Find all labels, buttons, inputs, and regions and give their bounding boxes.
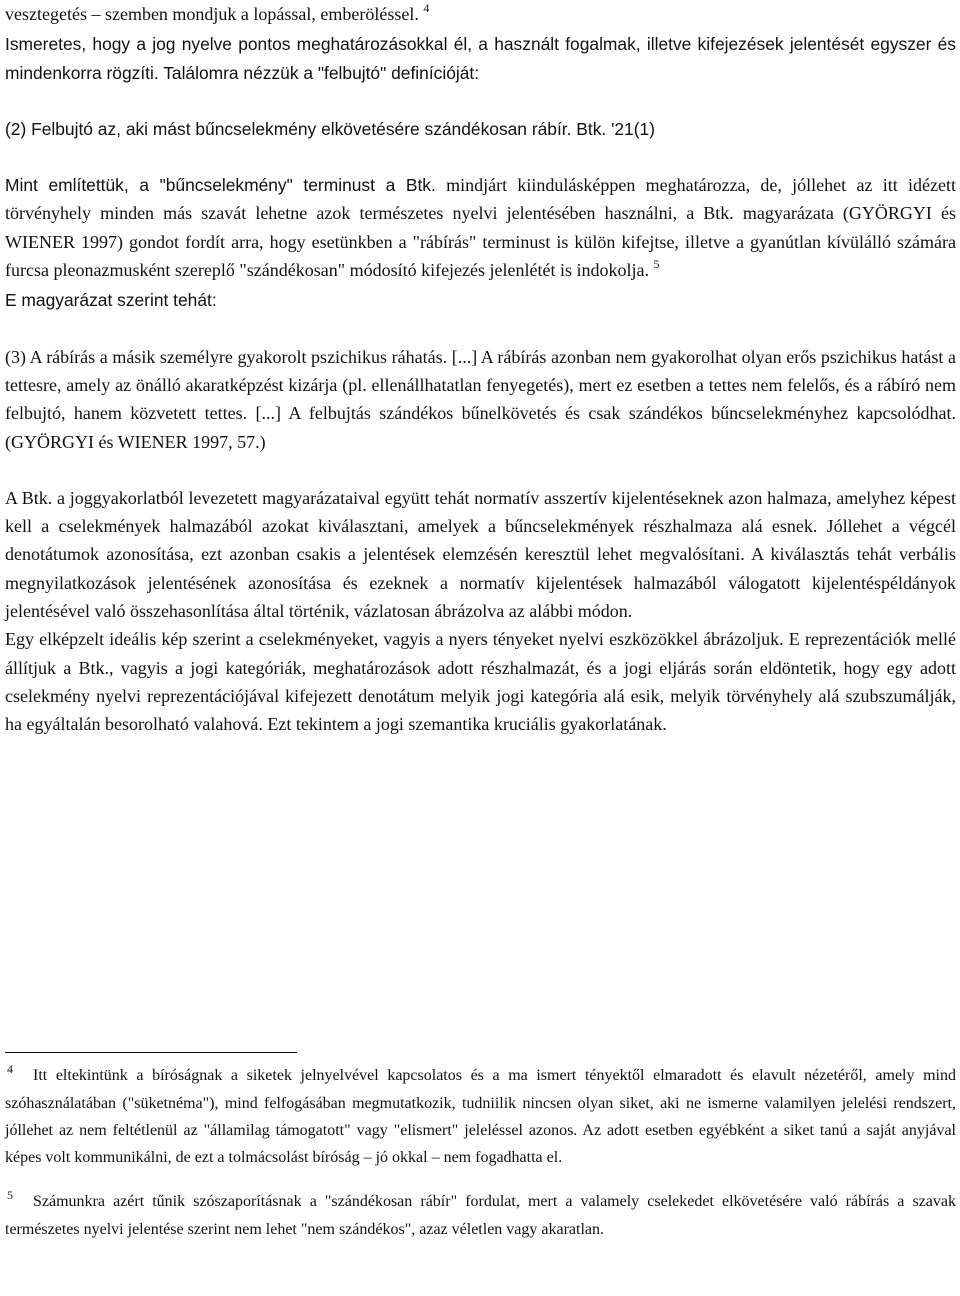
footnote-5-mark: 5 — [7, 1188, 13, 1202]
paragraph-4 — [5, 171, 956, 286]
paragraph-1-text: vesztegetés – szemben mondjuk a lopással, emberöléssel. — [5, 4, 419, 24]
paragraph-8: Egy elképzelt ideális kép szerint a cselekményeket, vagyis a nyers tényeket nyelvi eszközökkel ábrázoljuk. E reprezentációk mellé állítjuk a Btk., vagyis a jogi kategóriák, meghatározások adott részhalmazát, és a jogi eljárás során eldöntetik, hogy egy adott cselekmény nyelvi reprezentációjával kifejezett denotátum melyik jogi kategória alá esik, melyik törvényhely alá szubszumálják, ha egyáltalán besorolható valahová. Ezt tekintem a jogi szemantika kruciális gyakorlatának. — [5, 629, 956, 735]
paragraph-1 — [5, 0, 956, 30]
footnote-5-text: Számunkra azért tűnik szószaporításnak a "szándékosan rábír" fordulat, mert a valamely cselekedet elkövetésére való rábírás a szavak természetes nyelvi jelentése szerint nem lehet "nem szándékos", azaz véletlen vagy akaratlan. — [5, 1193, 956, 1238]
paragraph-2: Ismeretes, hogy a jog nyelve pontos meghatározásokkal él, a használt fogalmak, illetve kifejezések jelentését egyszer és mindenkorra rögzíti. Találomra nézzük a "felbujtó" definícióját: — [5, 34, 956, 83]
footnote-5 — [5, 1188, 956, 1243]
commentary-quote: (3) A rábírás a másik személyre gyakorolt pszichikus ráhatás. [...] A rábírás azonban nem gyakorolhat olyan erős pszichikus hatást a tettesre, amely az önálló akaratképzést kizárja (pl. ellenállhatatlan fenyegetés), mert ez esetben a tettes nem felelős, és a rábíró nem felbujtó, hanem közvetett tettes. [...] A felbujtás szándékos bűnelkövetés és csak szándékos bűncselekményhez kapcsolódhat. (GYÖRGYI és WIENER 1997, 57.) — [5, 346, 956, 452]
paragraph-5: E magyarázat szerint tehát: — [5, 290, 217, 311]
footnote-separator — [5, 1052, 297, 1053]
footnote-4 — [5, 1062, 956, 1171]
footnotes — [5, 1062, 956, 1243]
footnote-ref-5: 5 — [653, 257, 660, 272]
footnote-ref-4: 4 — [423, 1, 430, 15]
paragraph-4-lead: Mint említettük, a "bűncselekmény" terminust a Btk. — [5, 175, 436, 196]
footnote-4-text: Itt eltekintünk a bíróságnak a siketek jelnyelvével kapcsolatos és a ma ismert tényektől elmaradott és elavult nézetéről, amely mind szóhasználatában ("süketnéma"), mind felfogásában megmutatkozik, tudniilik nincsen olyan siket, aki ne ismerne valamilyen jelelési rendszert, jóllehet az nem feltétlenül az "államilag támogatott" vagy "elismert" jeleléssel azonos. Az adott esetben egyébként a siket tanú a saját anyjával képes volt kommunikálni, de ezt a tolmácsolást bíróság – jó okkal – nem fogadhatta el. — [5, 1067, 956, 1166]
paragraph-7: A Btk. a joggyakorlatból levezetett magyarázataival együtt tehát normatív asszertív kijelentéseknek azon halmaza, amelyhez képest kell a cselekmények halmazából azokat kiválasztani, amelyek a bűncselekmények részhalmaza alá esnek. Jóllehet a végcél denotátumok azonosítása, ezt azonban csakis a jelentések elemzésén keresztül lehet megvalósítani. A kiválasztás tehát verbális megnyilatkozások jelentésének azonosítása és ezeknek a normatív kijelentések halmazából válogatott kijelentéspéldányok jelentésével való összehasonlítása által történik, vázlatosan ábrázolva az alábbi módon. — [5, 487, 956, 622]
document-page — [5, 0, 956, 739]
footnote-4-mark: 4 — [7, 1062, 13, 1076]
paragraph-4-text: mindjárt kiindulásképpen meghatározza, de, jóllehet az itt idézett törvényhely minden más szavát lehetne azok természetes nyelvi jelentésében használni, a Btk. magyarázata (GYÖRGYI és WIENER 1997) gondot fordít arra, hogy esetünkben a "rábírás" terminust is külön kifejtse, illetve a gyanútlan kívülálló számára furcsa pleonazmusként szereplő "szándékosan" módosító kifejezés jelenlétét is indokolja. — [5, 175, 956, 281]
definition-quote: (2) Felbujtó az, aki mást bűncselekmény elkövetésére szándékosan rábír. Btk. '21(1) — [5, 118, 655, 139]
